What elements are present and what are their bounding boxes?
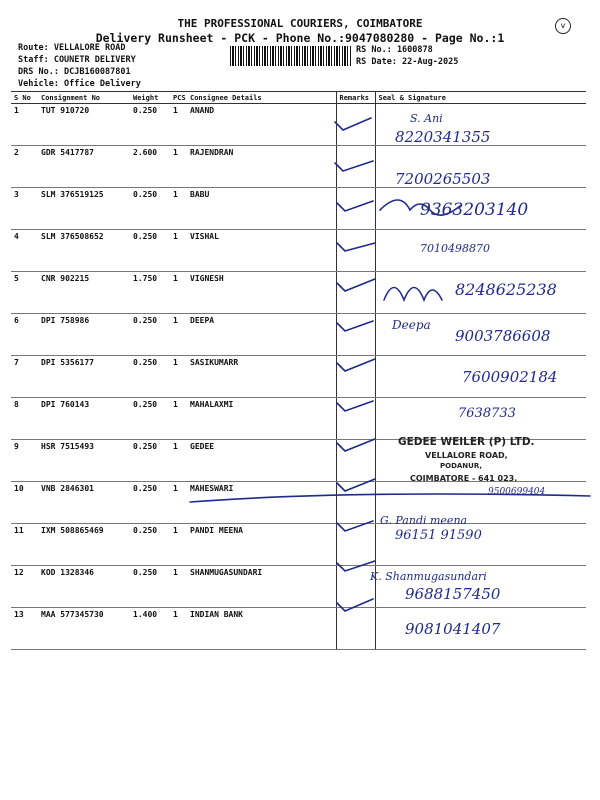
barcode xyxy=(230,46,352,66)
cell-sno: 13 xyxy=(11,608,38,650)
cell-pcs: 1 xyxy=(170,146,187,188)
sig-row13-phone: 9081041407 xyxy=(405,620,501,638)
col-weight: Weight xyxy=(130,92,170,104)
col-pcs: PCS xyxy=(170,92,187,104)
cell-sno: 6 xyxy=(11,314,38,356)
sig-row3-phone: 9363203140 xyxy=(420,200,529,220)
sig-row1-name: S. Ani xyxy=(410,112,443,125)
company-stamp-line2: VELLALORE ROAD, xyxy=(425,451,508,460)
cell-consignment: SLM 376519125 xyxy=(38,188,130,230)
col-remarks: Remarks xyxy=(336,92,375,104)
cell-sno: 10 xyxy=(11,482,38,524)
cell-weight: 0.250 xyxy=(130,398,170,440)
cell-consignee: ANAND xyxy=(187,104,336,146)
cell-consignment: IXM 508865469 xyxy=(38,524,130,566)
cell-remarks xyxy=(336,440,375,482)
rs-number: RS No.: 1600878 xyxy=(356,45,433,55)
cell-consignee: SHANMUGASUNDARI xyxy=(187,566,336,608)
cell-remarks xyxy=(336,482,375,524)
table-row xyxy=(11,230,586,272)
cell-sno: 4 xyxy=(11,230,38,272)
cell-sno: 2 xyxy=(11,146,38,188)
cell-consignee: VISHAL xyxy=(187,230,336,272)
col-sno: S No xyxy=(11,92,38,104)
sig-row12-name: K. Shanmugasundari xyxy=(370,570,487,583)
sig-row1-phone: 8220341355 xyxy=(395,128,491,146)
cell-consignee: PANDI MEENA xyxy=(187,524,336,566)
cell-pcs: 1 xyxy=(170,230,187,272)
cell-weight: 0.250 xyxy=(130,440,170,482)
col-consignment: Consignment No xyxy=(38,92,130,104)
sig-row11-name: G. Pandi meena xyxy=(380,514,468,527)
sig-row8-phone: 7638733 xyxy=(458,406,516,421)
sig-row11-phone: 96151 91590 xyxy=(395,528,482,543)
cell-consignee: GEDEE xyxy=(187,440,336,482)
table-header-row xyxy=(11,92,586,104)
cell-consignment: TUT 910720 xyxy=(38,104,130,146)
cell-pcs: 1 xyxy=(170,482,187,524)
sig-row6-phone: 9003786608 xyxy=(455,327,551,345)
cell-weight: 2.600 xyxy=(130,146,170,188)
cell-consignee: MAHALAXMI xyxy=(187,398,336,440)
cell-consignee: BABU xyxy=(187,188,336,230)
cell-consignee: INDIAN BANK xyxy=(187,608,336,650)
cell-consignment: CNR 902215 xyxy=(38,272,130,314)
cell-pcs: 1 xyxy=(170,272,187,314)
cell-remarks xyxy=(336,188,375,230)
cell-consignee: SASIKUMARR xyxy=(187,356,336,398)
company-stamp-line1: GEDEE WEILER (P) LTD. xyxy=(398,436,535,448)
col-consignee: Consignee Details xyxy=(187,92,336,104)
cell-consignment: MAA 577345730 xyxy=(38,608,130,650)
rs-date: RS Date: 22-Aug-2025 xyxy=(356,57,459,67)
cell-sno: 7 xyxy=(11,356,38,398)
cell-consignment: DPI 758986 xyxy=(38,314,130,356)
cell-consignment: VNB 2846301 xyxy=(38,482,130,524)
sig-row2-phone: 7200265503 xyxy=(395,170,491,188)
sig-row4-phone: 7010498870 xyxy=(420,242,490,255)
vehicle-label: Vehicle: Office Delivery xyxy=(18,79,141,89)
cell-sno: 3 xyxy=(11,188,38,230)
cell-remarks xyxy=(336,356,375,398)
cell-consignment: GDR 5417787 xyxy=(38,146,130,188)
cell-weight: 0.250 xyxy=(130,230,170,272)
table-row xyxy=(11,146,586,188)
table-row xyxy=(11,104,586,146)
cell-pcs: 1 xyxy=(170,314,187,356)
cell-pcs: 1 xyxy=(170,566,187,608)
cell-consignment: DPI 5356177 xyxy=(38,356,130,398)
cell-pcs: 1 xyxy=(170,524,187,566)
table-row xyxy=(11,524,586,566)
cell-pcs: 1 xyxy=(170,188,187,230)
cell-pcs: 1 xyxy=(170,398,187,440)
corner-check-mark: v xyxy=(555,18,571,34)
cell-consignee: DEEPA xyxy=(187,314,336,356)
cell-remarks xyxy=(336,104,375,146)
cell-weight: 0.250 xyxy=(130,356,170,398)
cell-remarks xyxy=(336,146,375,188)
cell-pcs: 1 xyxy=(170,440,187,482)
cell-pcs: 1 xyxy=(170,104,187,146)
cell-remarks xyxy=(336,272,375,314)
cell-weight: 0.250 xyxy=(130,188,170,230)
sig-row7-phone: 7600902184 xyxy=(462,368,558,386)
cell-sno: 8 xyxy=(11,398,38,440)
cell-consignee: MAHESWARI xyxy=(187,482,336,524)
col-signature: Seal & Signature xyxy=(375,92,586,104)
cell-weight: 0.250 xyxy=(130,524,170,566)
cell-consignment: DPI 760143 xyxy=(38,398,130,440)
cell-sno: 11 xyxy=(11,524,38,566)
cell-remarks xyxy=(336,524,375,566)
cell-weight: 0.250 xyxy=(130,566,170,608)
cell-consignee: RAJENDRAN xyxy=(187,146,336,188)
sig-row5-phone: 8248625238 xyxy=(455,280,557,299)
sig-row10-phone: 9500699404 xyxy=(488,487,546,497)
cell-consignment: HSR 7515493 xyxy=(38,440,130,482)
sig-row12-phone: 9688157450 xyxy=(405,585,501,603)
cell-consignment: SLM 376508652 xyxy=(38,230,130,272)
cell-weight: 0.250 xyxy=(130,104,170,146)
staff-label: Staff: COUNETR DELIVERY xyxy=(18,55,136,65)
cell-pcs: 1 xyxy=(170,608,187,650)
cell-weight: 0.250 xyxy=(130,482,170,524)
company-title: THE PROFESSIONAL COURIERS, COIMBATORE xyxy=(177,17,423,30)
company-stamp-line4: COIMBATORE - 641 023. xyxy=(410,474,518,483)
cell-weight: 1.750 xyxy=(130,272,170,314)
cell-sno: 1 xyxy=(11,104,38,146)
cell-weight: 0.250 xyxy=(130,314,170,356)
cell-remarks xyxy=(336,398,375,440)
cell-remarks xyxy=(336,608,375,650)
cell-remarks xyxy=(336,230,375,272)
runsheet-subtitle: Delivery Runsheet - PCK - Phone No.:9047080280 - Page No.:1 xyxy=(95,31,505,45)
cell-sno: 5 xyxy=(11,272,38,314)
sig-row6-name: Deepa xyxy=(392,318,431,332)
cell-consignment: KOD 1328346 xyxy=(38,566,130,608)
cell-remarks xyxy=(336,314,375,356)
route-label: Route: VELLALORE ROAD xyxy=(18,43,126,53)
cell-sno: 12 xyxy=(11,566,38,608)
drs-number: DRS No.: DCJB160087801 xyxy=(18,67,131,77)
cell-consignee: VIGNESH xyxy=(187,272,336,314)
company-stamp-line3: PODANUR, xyxy=(440,462,483,470)
cell-pcs: 1 xyxy=(170,356,187,398)
cell-weight: 1.400 xyxy=(130,608,170,650)
cell-sno: 9 xyxy=(11,440,38,482)
